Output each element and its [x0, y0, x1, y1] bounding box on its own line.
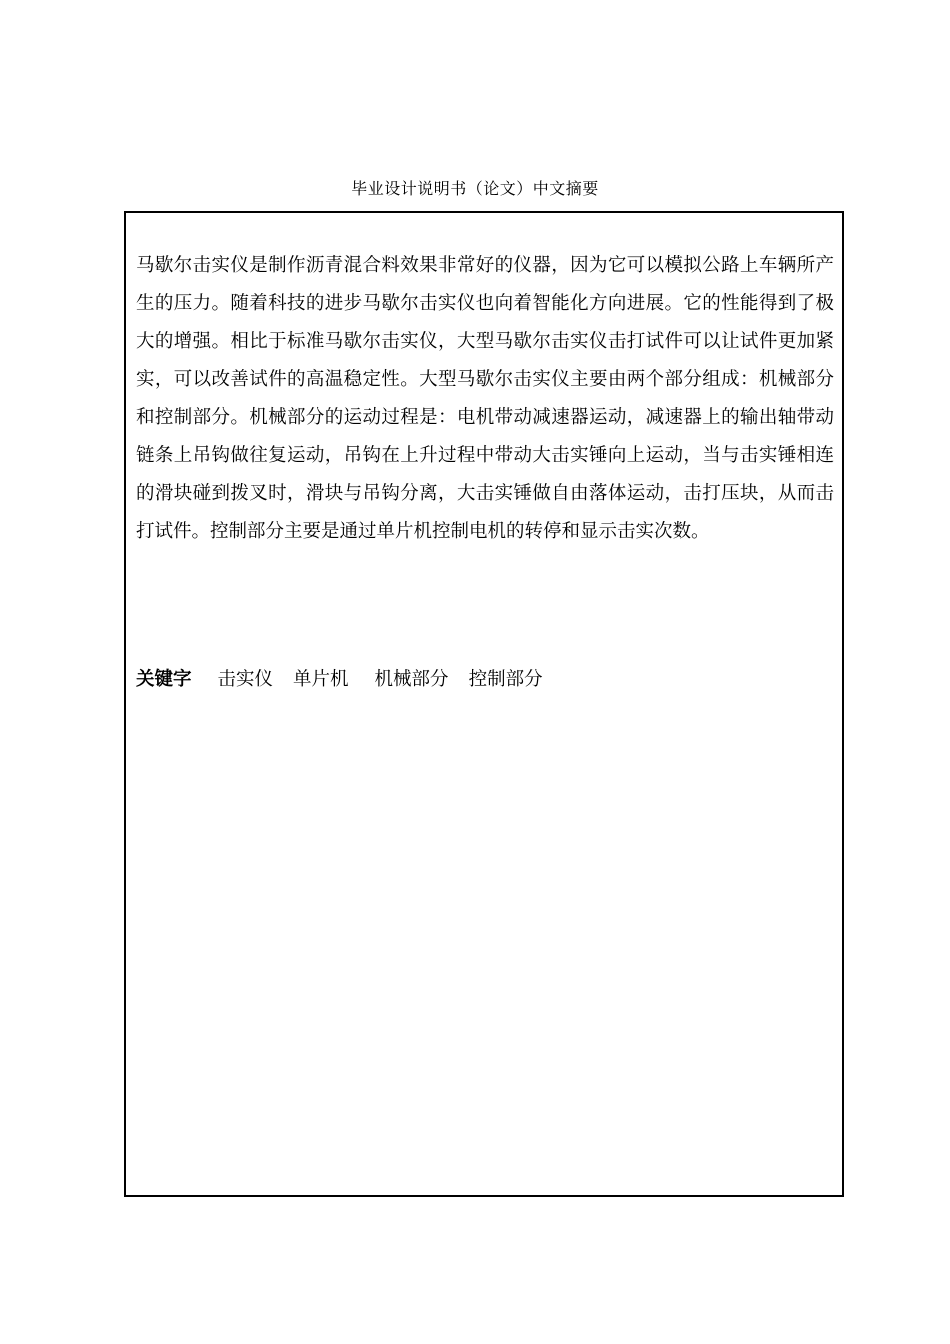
keyword-item: 单片机 [293, 669, 349, 690]
keywords-row [136, 665, 543, 695]
page-header-title: 毕业设计说明书（论文）中文摘要 [351, 179, 599, 198]
keywords-label: 关键字 [136, 669, 192, 690]
keyword-item: 机械部分 [374, 669, 449, 690]
keyword-item: 控制部分 [468, 669, 543, 690]
abstract-body-text: 马歇尔击实仪是制作沥青混合料效果非常好的仪器，因为它可以模拟公路上车辆所产生的压力。随着科技的进步马歇尔击实仪也向着智能化方向进展。它的性能得到了极大的增强。相比于标准马歇尔击实仪，大型马歇尔击实仪击打试件可以让试件更加紧实，可以改善试件的高温稳定性。大型马歇尔击实仪主要由两个部分组成：机械部分和控制部分。机械部分的运动过程是：电机带动减速器运动，减速器上的输出轴带动链条上吊钩做往复运动，吊钩在上升过程中带动大击实锤向上运动，当与击实锤相连的滑块碰到拨叉时，滑块与吊钩分离，大击实锤做自由落体运动，击打压块，从而击打试件。控制部分主要是通过单片机控制电机的转停和显示击实次数。 [136, 255, 834, 542]
keyword-item: 击实仪 [217, 669, 274, 690]
abstract-box [124, 211, 844, 1197]
